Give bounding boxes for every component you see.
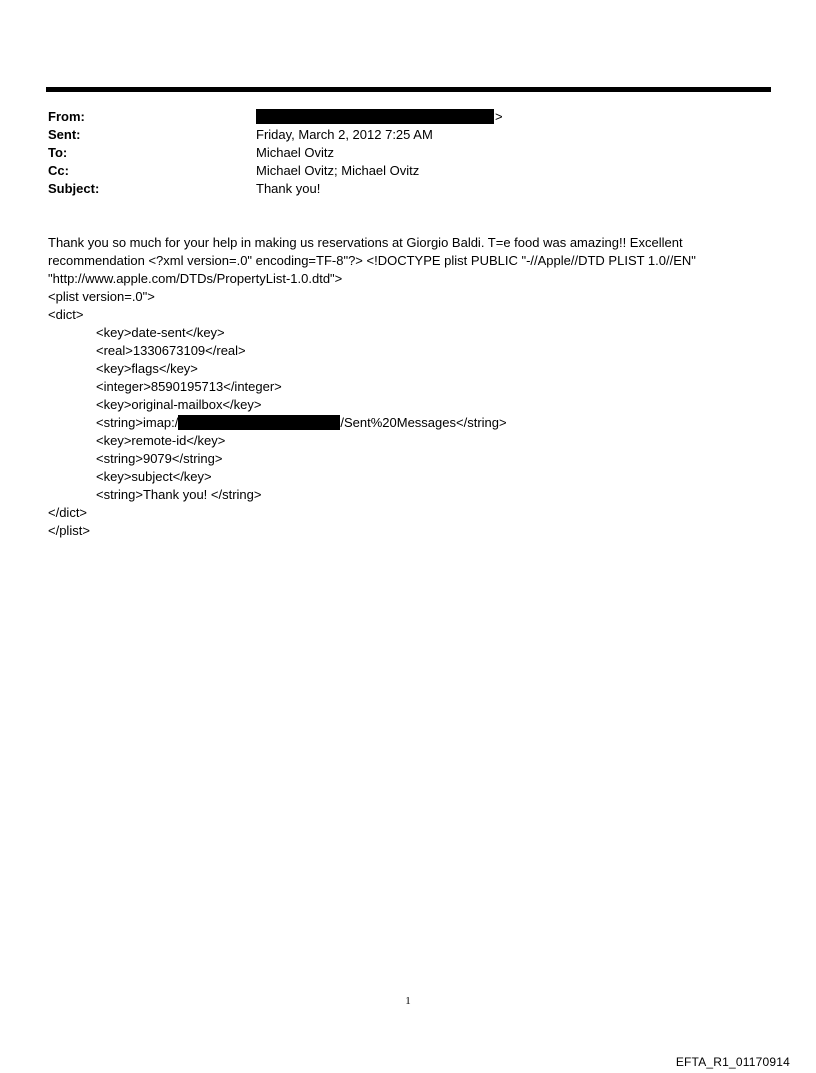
to-label: To:	[48, 145, 68, 160]
page-number: 1	[405, 995, 411, 1007]
bates-number: EFTA_R1_01170914	[675, 1055, 790, 1069]
cc-row	[48, 162, 748, 180]
body-line: Thank you so much for your help in making us reservations at Giorgio Baldi. T=e food was amazing!! Excellent	[48, 235, 683, 250]
body-line: <plist version=.0">	[48, 289, 155, 304]
email-header	[48, 108, 748, 198]
body-line: </dict>	[48, 505, 88, 520]
body-line: <key>subject</key>	[96, 469, 212, 484]
sent-value: Friday, March 2, 2012 7:25 AM	[256, 127, 433, 142]
body-line-redacted	[48, 414, 748, 432]
body-line: <string>Thank you! </string>	[96, 487, 262, 502]
sent-row	[48, 126, 748, 144]
imap-prefix: <string>imap:/	[96, 415, 179, 430]
body-line: <key>remote-id</key>	[96, 433, 226, 448]
subject-value: Thank you!	[256, 181, 321, 196]
redaction-block	[256, 109, 494, 124]
to-value: Michael Ovitz	[256, 145, 335, 160]
body-line: recommendation <?xml version=.0" encoding=TF-8"?> <!DOCTYPE plist PUBLIC "-//Apple//DTD PLIST 1.0//EN"	[48, 253, 696, 268]
header-divider-rule	[46, 87, 771, 92]
body-line: <string>9079</string>	[96, 451, 223, 466]
from-suffix: >	[495, 109, 503, 124]
sent-label: Sent:	[48, 127, 81, 142]
cc-label: Cc:	[48, 163, 69, 178]
subject-row	[48, 180, 748, 198]
subject-label: Subject:	[48, 181, 100, 196]
redaction-block	[178, 415, 340, 430]
imap-suffix: /Sent%20Messages</string>	[340, 415, 507, 430]
body-line: </plist>	[48, 523, 90, 538]
from-value	[256, 108, 503, 126]
body-line: "http://www.apple.com/DTDs/PropertyList-1.0.dtd">	[48, 271, 343, 286]
body-line: <integer>8590195713</integer>	[96, 379, 282, 394]
body-line: <real>1330673109</real>	[96, 343, 246, 358]
from-label: From:	[48, 109, 85, 124]
body-line: <key>original-mailbox</key>	[96, 397, 262, 412]
email-body	[48, 234, 748, 540]
cc-value: Michael Ovitz; Michael Ovitz	[256, 163, 420, 178]
body-line: <key>date-sent</key>	[96, 325, 225, 340]
body-line: <key>flags</key>	[96, 361, 198, 376]
body-line: <dict>	[48, 307, 84, 322]
to-row	[48, 144, 748, 162]
from-row	[48, 108, 748, 126]
